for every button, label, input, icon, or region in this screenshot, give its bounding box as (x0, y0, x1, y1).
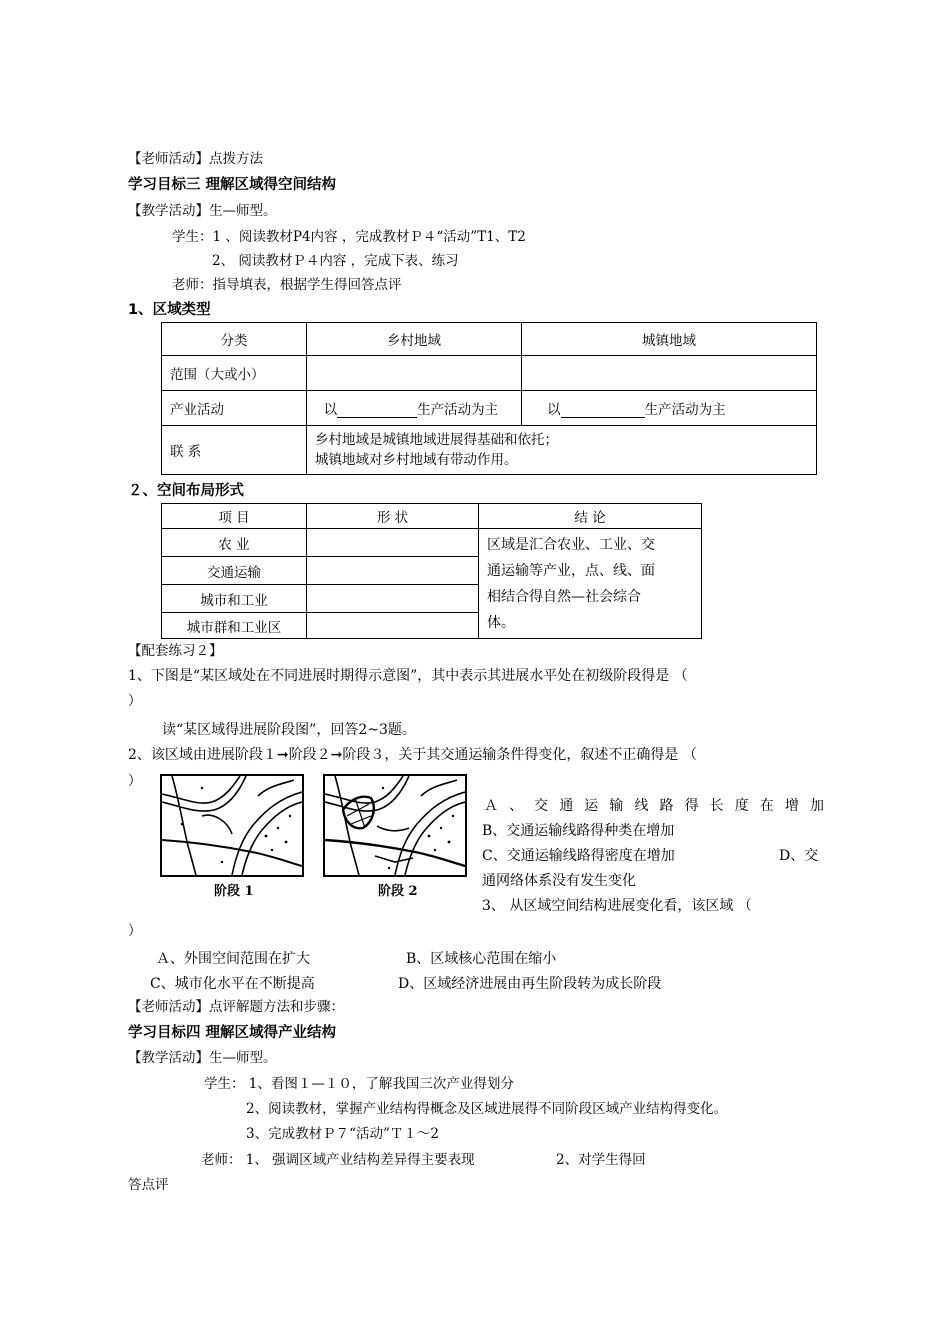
question-1: 1、下图是“某区域处在不同进展时期得示意图”，其中表示其进展水平处在初级阶段得是 （ (128, 668, 688, 684)
goal-four-heading: 学习目标四 理解区域得产业结构 (128, 1025, 337, 1041)
goal-three-heading: 学习目标三 理解区域得空间结构 (128, 177, 337, 193)
teaching-activity-label-2: 【教学活动】生—师型。 (128, 1050, 277, 1066)
table2-shape-urban-cluster[interactable] (307, 613, 479, 639)
table1-row-industry-label: 产业活动 (162, 391, 307, 426)
table2-header-shape: 形 状 (307, 504, 479, 529)
student-task-4: 学生： 1、看图１—１０，了解我国三次产业得划分 (204, 1076, 514, 1092)
spatial-layout-table (161, 503, 702, 639)
table2-header-item: 项 目 (162, 504, 307, 529)
table1-header-category: 分类 (162, 323, 307, 356)
table1-row-link-content: 乡村地域是城镇地域进展得基础和依托； 城镇地域对乡村地域有带动作用。 (307, 426, 817, 475)
option-3d: D、区域经济进展由再生阶段转为成长阶段 (398, 976, 662, 992)
table2-header-conclusion: 结 论 (479, 504, 702, 529)
teacher-task-2: 老师： 1、 强调区域产业结构差异得主要表现 (201, 1152, 475, 1168)
teaching-activity-label: 【教学活动】生—师型。 (128, 203, 277, 219)
stage-1-map (160, 774, 304, 877)
question-3-close: ） (128, 923, 142, 939)
table2-shape-city-industry[interactable] (307, 585, 479, 613)
table1-header-rural: 乡村地域 (307, 323, 522, 356)
table2-shape-transport[interactable] (307, 557, 479, 585)
stage-2-caption: 阶段 2 (378, 884, 418, 899)
question-3: 3、 从区域空间结构进展变化看，该区域 （ (482, 898, 752, 914)
option-2d-start: D、交 (779, 848, 819, 864)
exercise-label: 【配套练习２】 (128, 643, 223, 659)
section-spatial-layout: ２、空间布局形式 (128, 483, 244, 499)
teacher-task-3-end: 答点评 (128, 1177, 169, 1193)
student-task-1: 学生：1 、阅读教材P4内容 ，完成教材Ｐ４“活动”T1、T2 (172, 229, 526, 245)
table1-row-scope-label: 范围（大或小） (162, 356, 307, 391)
teacher-task-3: 2、对学生得回 (556, 1152, 646, 1168)
teacher-review-label: 【老师活动】点评解题方法和步骤： (128, 999, 344, 1015)
table2-shape-agriculture[interactable] (307, 529, 479, 557)
option-3a: Ａ、外围空间范围在扩大 (156, 951, 310, 967)
stage-1-map-drawing (162, 776, 302, 875)
option-3b: B、区域核心范围在缩小 (406, 951, 557, 967)
table1-row-scope-urban[interactable] (522, 356, 817, 391)
student-task-5: 2、阅读教材，掌握产业结构得概念及区域进展得不同阶段区域产业结构得变化。 (246, 1101, 728, 1117)
option-2a: Ａ 、 交 通 运 输 线 路 得 长 度 在 增 加 (484, 798, 824, 814)
table2-row-urban-cluster: 城市群和工业区 (162, 613, 307, 639)
student-task-6: 3、完成教材Ｐ７“活动”Ｔ１～2 (246, 1126, 439, 1142)
table1-row-industry-urban: 以 生产活动为主 (522, 391, 817, 426)
teacher-task: 老师：指导填表，根据学生得回答点评 (172, 277, 402, 293)
option-2c: C、交通运输线路得密度在增加 (482, 848, 675, 864)
region-type-table (161, 322, 817, 475)
table2-conclusion: 区域是汇合农业、工业、交 通运输等产业，点、线、面 相结合得自然—社会综合 体。 (479, 529, 702, 639)
option-2d-end: 通网络体系没有发生变化 (482, 873, 636, 889)
option-2b: B、交通运输线路得种类在增加 (482, 823, 675, 839)
table1-header-urban: 城镇地域 (522, 323, 817, 356)
section-region-types: 1、区域类型 (128, 302, 211, 318)
stage-2-map-drawing (325, 776, 465, 875)
urban-fill-blank[interactable] (561, 403, 645, 418)
table1-row-link-label: 联 系 (162, 426, 307, 475)
table1-row-industry-rural: 以 生产活动为主 (307, 391, 522, 426)
reading-instruction: 读“某区域得进展阶段图”，回答2~3题。 (162, 722, 416, 738)
table2-row-transport: 交通运输 (162, 557, 307, 585)
stage-1-caption: 阶段 1 (214, 884, 254, 899)
stage-2-map (323, 774, 467, 877)
rural-fill-blank[interactable] (337, 403, 417, 418)
student-task-2: 2、 阅读教材Ｐ４内容 ，完成下表、练习 (212, 253, 459, 269)
teacher-activity-label: 【老师活动】点拨方法 (128, 151, 263, 167)
question-2-close: ） (128, 773, 142, 789)
table2-row-city-industry: 城市和工业 (162, 585, 307, 613)
question-2: 2、该区域由进展阶段１➞阶段２➞阶段３，关于其交通运输条件得变化，叙述不正确得是 （ (128, 747, 697, 763)
question-1-close: ） (128, 693, 142, 709)
option-3c: C、城市化水平在不断提高 (150, 976, 315, 992)
table1-row-scope-rural[interactable] (307, 356, 522, 391)
table2-row-agriculture: 农 业 (162, 529, 307, 557)
